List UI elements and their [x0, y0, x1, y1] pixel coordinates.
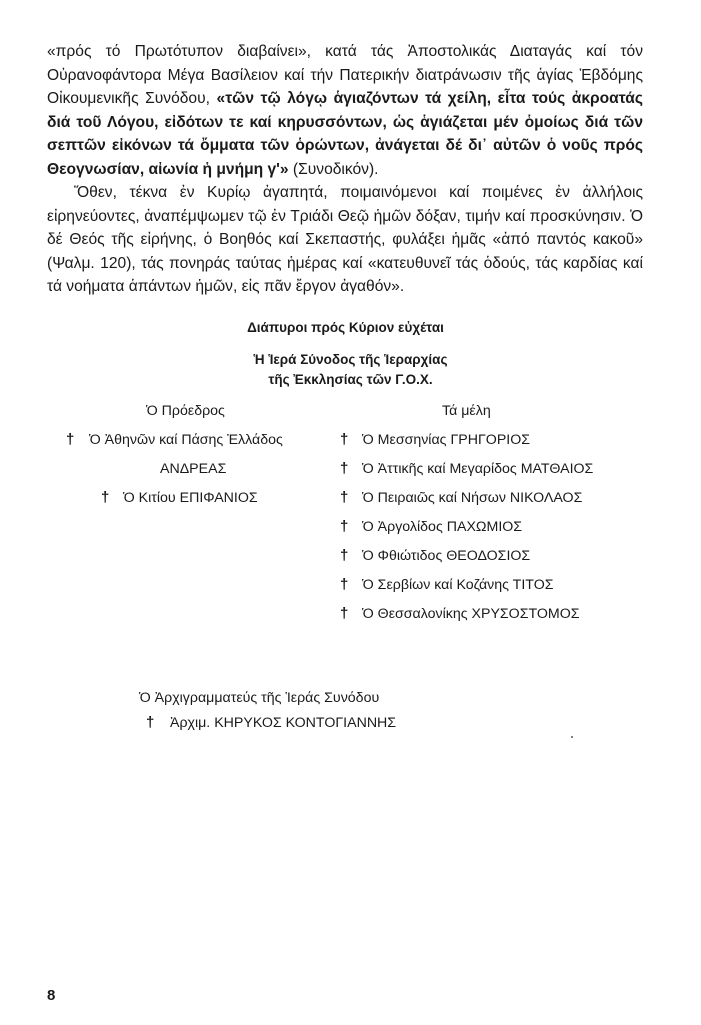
cross-icon: †: [340, 431, 349, 448]
cross-icon: †: [340, 460, 349, 477]
closing-greeting: Διάπυροι πρός Κύριον εὐχέται: [247, 320, 444, 335]
cross-icon: †: [340, 518, 349, 535]
members-header: Τά μέλη: [442, 403, 491, 419]
cross-icon: †: [340, 576, 349, 593]
paragraph-2: Ὅθεν, τέκνα ἐν Κυρίῳ ἀγαπητά, ποιμαινόμενοι καί ποιμένες ἐν ἀλλήλοις εἰρηνεύοντες, ἀναπέμψωμεν τῷ ἐν Τριάδι Θεῷ ἡμῶν δόξαν, τιμήν καί προσκύνησιν. Ὁ δέ Θεός τῆς εἰρήνης, ὁ Βοηθός καί Σκεπαστής, φυλάξει ἡμᾶς «ἀπό παντός κακοῦ» (Ψαλμ. 120), τάς πονηράς ταύτας ἡμέρας καί «κατευθυνεῖ τάς ὁδούς, τάς καρδίας καί τά νοήματα ἁπάντων ἡμῶν, εἰς πᾶν ἔργον ἀγαθόν».: [47, 184, 643, 296]
cross-icon: †: [146, 714, 155, 731]
president-name: ΑΝΔΡΕΑΣ: [160, 461, 227, 477]
cross-icon: †: [340, 489, 349, 506]
paragraph-1: [47, 40, 643, 182]
member-signature: Ὁ Σερβίων καί Κοζάνης ΤΙΤΟΣ: [362, 577, 554, 593]
member-signature: Ὁ Ἀργολίδος ΠΑΧΩΜΙΟΣ: [362, 519, 523, 535]
member-signature: Ὁ Φθιώτιδος ΘΕΟΔΟΣΙΟΣ: [362, 548, 531, 564]
cross-icon: †: [101, 489, 110, 506]
member-signature: Ὁ Θεσσαλονίκης ΧΡΥΣΟΣΤΟΜΟΣ: [362, 606, 580, 622]
synod-title-line-2: τῆς Ἐκκλησίας τῶν Γ.Ο.Χ.: [268, 372, 433, 387]
president-title: Ὁ Ἀθηνῶν καί Πάσης Ἑλλάδος: [89, 432, 283, 448]
secretary-title: Ὁ Ἀρχιγραμματεύς τῆς Ἱεράς Συνόδου: [139, 690, 380, 706]
scan-speck: [571, 736, 573, 738]
member-signature: Ὁ Μεσσηνίας ΓΡΗΓΟΡΙΟΣ: [362, 432, 531, 448]
member-signature: Ὁ Ἀττικῆς καί Μεγαρίδος ΜΑΤΘΑΙΟΣ: [362, 461, 594, 477]
kitiou-signature: Ὁ Κιτίου ΕΠΙΦΑΝΙΟΣ: [123, 490, 258, 506]
secretary-name: Ἀρχιμ. ΚΗΡΥΚΟΣ ΚΟΝΤΟΓΙΑΝΝΗΣ: [170, 715, 397, 731]
cross-icon: †: [66, 431, 75, 448]
cross-icon: †: [340, 547, 349, 564]
member-signature: Ὁ Πειραιῶς καί Νήσων ΝΙΚΟΛΑΟΣ: [362, 490, 583, 506]
paragraph-1-text: «πρός τό Πρωτότυπον διαβαίνει», κατά τάς Ἀποστολικάς Διαταγάς καί τόν Οὐρανοφάντορα Μέγα Βασίλειον καί τήν Πατερικήν διατράνωσιν τῆς ἁγίας Ἑβδόμης Οἰκουμενικῆς Συνόδου,: [47, 43, 643, 108]
synod-title-line-1: Ἡ Ἱερά Σύνοδος τῆς Ἱεραρχίας: [253, 352, 448, 367]
cross-icon: †: [340, 605, 349, 622]
paragraph-1-source: (Συνοδικόν).: [292, 160, 379, 178]
paragraph-1-bold-quote: «τῶν τῷ λόγῳ ἁγιαζόντων τά χείλη, εἶτα τούς ἀκροατάς διά τοῦ Λόγου, εἰδότων τε καί κηρυσσόντων, ὡς ἁγιάζεται μέν ὁμοίως διά τῶν σεπτῶν εἰκόνων τά ὄμματα τῶν ὁρώντων, ἀνάγεται δέ δι᾽ αὐτῶν ὁ νοῦς πρός Θεογνωσίαν, αἰωνία ἡ μνήμη γ'»: [47, 90, 643, 178]
president-header: Ὁ Πρόεδρος: [146, 403, 225, 419]
page-number: 8: [47, 987, 56, 1004]
